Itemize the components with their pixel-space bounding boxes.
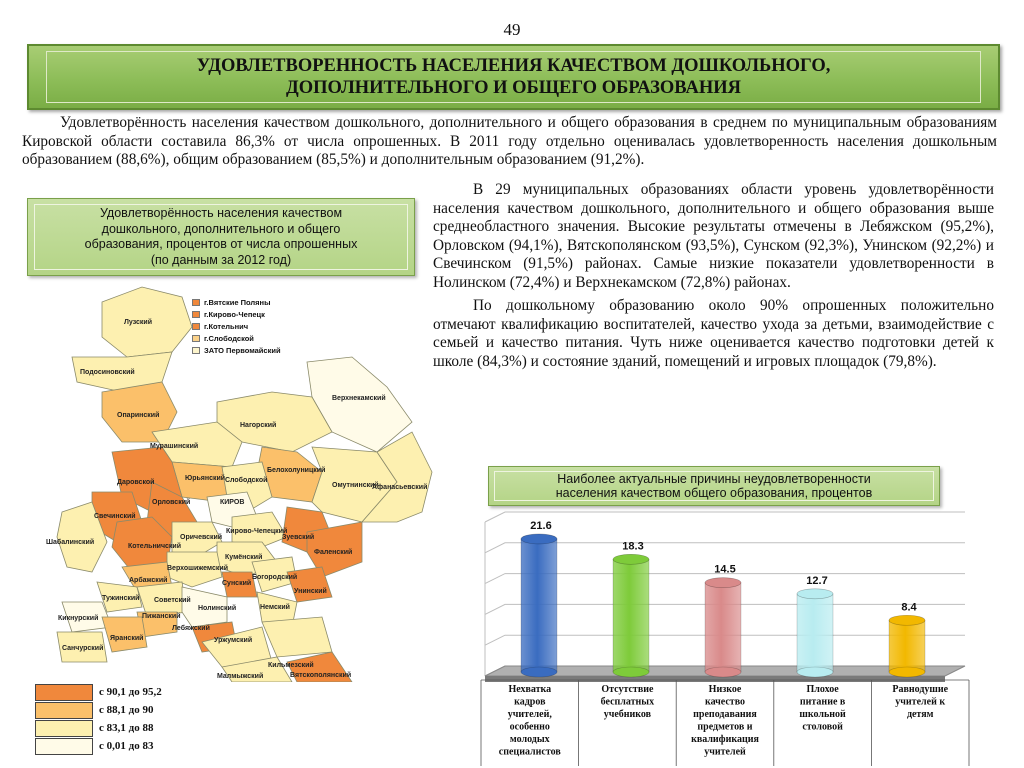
dissatisfaction-bar-chart	[465, 510, 990, 766]
chart-bar-top	[889, 615, 925, 625]
chart-value-label: 12.7	[806, 574, 828, 587]
map-label-yaransky: Яранский	[110, 635, 144, 642]
map-label-urzhumsky: Уржумский	[214, 637, 253, 644]
legend-swatch	[35, 702, 93, 719]
map-label-oparinsky: Опаринский	[117, 412, 160, 419]
chart-value-label: 14.5	[714, 563, 736, 576]
chart-bar-top	[797, 589, 833, 599]
map-label-pizhansky: Пижанский	[142, 613, 181, 620]
fill-legend-item	[35, 737, 175, 755]
chart-category-label-line: учителей	[704, 746, 746, 758]
map-label-tuzhinsky: Тужинский	[102, 595, 140, 602]
chart-category-label-line: учебников	[603, 709, 652, 720]
chart-bar-bottom	[613, 667, 649, 677]
map-label-kilmezsky: Кильмезский	[268, 662, 314, 669]
fill-legend-label: с 83,1 до 88	[99, 722, 154, 734]
map-label-arbazhsky: Арбажский	[129, 577, 168, 584]
map-label-kiknursky: Кикнурский	[58, 615, 99, 622]
chart-floor-front	[485, 676, 945, 682]
map-label-bogorodsky: Богородский	[252, 574, 298, 581]
page-number: 49	[503, 20, 521, 39]
chart-category-label-line: Отсутствие	[601, 684, 654, 695]
chart-category-label	[892, 684, 948, 720]
chart-bar-top	[521, 534, 557, 544]
map-label-orichevsky: Оричевский	[180, 534, 223, 541]
chart-category-label-line: школьной	[799, 709, 846, 720]
map-city-legend-item	[192, 308, 281, 320]
map-label-orlovsky: Орловский	[152, 499, 191, 506]
map-label-shabalinsky: Шабалинский	[46, 539, 95, 546]
chart-bar-bottom	[521, 667, 557, 677]
map-city-legend-label: г.Слободской	[204, 333, 254, 343]
map-label-verkhnekamsky: Верхнекамский	[332, 395, 386, 402]
chart-category-label-line: питание в	[799, 696, 846, 708]
chart-bar-group	[613, 540, 649, 677]
fill-legend	[35, 683, 175, 755]
map-city-legend-label: г.Вятские Поляны	[204, 297, 271, 307]
chart-caption-line-2: населения качеством общего образования, процентов	[555, 486, 873, 500]
map-label-lebyazhsky: Лебяжский	[172, 625, 210, 632]
legend-swatch	[192, 311, 200, 318]
chart-category-label-line: квалификация	[691, 734, 759, 745]
fill-legend-item	[35, 701, 175, 719]
map-city-legend-item	[192, 332, 281, 344]
chart-category-label-line: Нехватка	[508, 684, 552, 695]
map-label-verkhoshizhemsky: Верхошижемский	[167, 565, 229, 572]
map-caption-line-1: Удовлетворённость населения качеством	[99, 206, 343, 220]
map-label-podosinovsky: Подосиновский	[80, 369, 135, 376]
map-label-kirovo-chepetsky: Кирово-Чепецкий	[226, 528, 288, 535]
intro-paragraph: Удовлетворённость населения качеством дошкольного, дополнительного и общего образования в среднем по муниципальным образованиям Кировской области составила 86,3% от числа опрошенных. В 2011 году отдельно оценивалась удовлетворенность населения дошкольным образованием (88,6%), общим образованием (85,5%) и дополнительным образованием (91,2%).	[22, 114, 997, 168]
legend-swatch	[192, 347, 200, 354]
map-label-luzsky: Лузский	[124, 319, 153, 326]
map-label-belokholunitsky: Белохолуницкий	[267, 467, 326, 474]
fill-legend-label: с 88,1 до 90	[99, 704, 154, 716]
chart-bar-bottom	[797, 667, 833, 677]
map-city-legend-label: ЗАТО Первомайский	[204, 345, 281, 355]
fill-legend-label: с 90,1 до 95,2	[99, 686, 162, 698]
map-caption	[34, 204, 408, 270]
map-label-sovetsky: Советский	[154, 597, 191, 604]
map-caption-line-4: (по данным за 2012 год)	[150, 252, 292, 267]
map-label-sunsky: Сунский	[222, 580, 252, 587]
map-city-legend-label: г.Котельнич	[204, 321, 249, 331]
map-region-verkhnekamsky	[307, 357, 412, 452]
chart-bar	[521, 539, 557, 672]
chart-category-label	[499, 684, 562, 758]
map-label-yuryansky: Юрьянский	[185, 475, 226, 482]
map-label-malmyzhsky: Малмыжский	[217, 673, 264, 680]
map-label-kotelnichsky: Котельничский	[128, 543, 182, 550]
map-label-falensky: Фаленский	[314, 549, 353, 556]
map-label-nagorsky: Нагорский	[240, 422, 277, 429]
map-label-vyatskopolyansky: Вятскополянский	[290, 672, 352, 679]
chart-category-label-line: столовой	[802, 721, 843, 733]
map-label-afanasyevsky: Афанасьевский	[372, 484, 428, 491]
map-city-legend-item	[192, 320, 281, 332]
legend-swatch	[192, 335, 200, 342]
legend-swatch	[35, 720, 93, 737]
chart-bar-group	[889, 601, 925, 677]
chart-category-label	[799, 684, 846, 733]
chart-category-label-line: качество	[704, 696, 746, 708]
title-line-2: ДОПОЛНИТЕЛЬНОГО И ОБЩЕГО ОБРАЗОВАНИЯ	[285, 78, 741, 98]
chart-bar-group	[521, 520, 557, 677]
map-label-sanchursky: Санчурский	[62, 645, 104, 652]
right-paragraph-1: В 29 муниципальных образованиях области уровень удовлетворённости населения качеством дошкольного, дополнительного и общего образования выше среднеобластного значения. Высокие результаты отмечены в Лебяжском (95,2%), Орловском (94,1%), Вятскополянском (93,5%), Сунском (92,3%), Унинском (92,2%) и Свечинском (91,5%) районах. Самые низкие показатели удовлетворенности в Нолинском (72,4%) и Верхнекамском (72,8%) районах.	[433, 181, 994, 291]
chart-category-label	[601, 684, 654, 720]
map-caption-line-3: образования, процентов от числа опрошенных	[84, 237, 358, 251]
right-text-block	[433, 181, 994, 376]
right-paragraph-2: По дошкольному образованию около 90% опрошенных положительно отмечают квалификацию воспитателей, качество ухода за детьми, взаимодействие с семьей и качество питания. Чуть ниже оценивается качество подготовки детей к школе (84,3%) и состояние зданий, помещений и игровых площадок (79,8%).	[433, 297, 994, 370]
map-label-uninsky: Унинский	[294, 588, 327, 595]
chart-bar	[705, 583, 741, 672]
chart-bar-group	[797, 575, 833, 677]
chart-category-label-line: учителей,	[507, 709, 552, 720]
chart-category-label	[691, 684, 759, 758]
map-label-murashinsky: Мурашинский	[150, 443, 199, 450]
chart-caption-box	[488, 466, 940, 506]
chart-category-label-line: Плохое	[806, 684, 839, 695]
map-label-kirov: КИРОВ	[220, 499, 245, 506]
fill-legend-item	[35, 683, 175, 701]
chart-category-label-line: бесплатных	[600, 696, 655, 708]
map-city-legend-item	[192, 296, 281, 308]
chart-category-label-line: специалистов	[498, 746, 561, 758]
chart-category-label-line: детям	[906, 709, 934, 720]
title-line-1: УДОВЛЕТВОРЕННОСТЬ НАСЕЛЕНИЯ КАЧЕСТВОМ ДОШКОЛЬНОГО,	[196, 56, 831, 76]
fill-legend-label: с 0,01 до 83	[99, 740, 154, 752]
chart-bar-group	[705, 564, 741, 677]
map-caption-box	[27, 198, 415, 276]
chart-category-label-line: особенно	[509, 721, 550, 733]
map-label-darovskoy: Даровской	[117, 479, 155, 486]
chart-category-label-line: учителей к	[895, 696, 946, 708]
map-city-legend-label: г.Кирово-Чепецк	[204, 309, 265, 319]
chart-bar	[797, 594, 833, 672]
map-city-legend-item	[192, 344, 281, 356]
chart-category-label-line: Равнодушие	[892, 684, 949, 695]
chart-caption-line-1: Наиболее актуальные причины неудовлетворенности	[557, 472, 871, 486]
legend-swatch	[192, 323, 200, 330]
legend-swatch	[35, 684, 93, 701]
chart-value-label: 21.6	[530, 519, 552, 532]
chart-value-label: 18.3	[622, 540, 644, 553]
chart-category-label-line: кадров	[514, 696, 546, 708]
map-region-kilmezsky	[262, 617, 332, 657]
map-label-zuevsky: Зуевский	[282, 534, 315, 541]
chart-bar	[889, 620, 925, 672]
map-label-svechinsky: Свечинский	[94, 513, 136, 520]
chart-category-label-line: предметов и	[697, 721, 753, 733]
chart-bar	[613, 559, 649, 672]
map-label-omutninsky: Омутнинский	[332, 482, 379, 489]
legend-swatch	[192, 299, 200, 306]
gridline	[485, 512, 965, 522]
chart-category-label-line: молодых	[509, 734, 550, 745]
page-title	[46, 51, 981, 103]
map-city-legend	[192, 296, 281, 356]
chart-category-label-line: Низкое	[708, 684, 742, 695]
chart-bar-bottom	[889, 667, 925, 677]
fill-legend-item	[35, 719, 175, 737]
chart-bar-top	[705, 578, 741, 588]
map-caption-line-2: дошкольного, дополнительного и общего	[101, 221, 341, 236]
legend-swatch	[35, 738, 93, 755]
chart-value-label: 8.4	[901, 601, 917, 614]
map-label-kumensky: Кумёнский	[225, 554, 263, 561]
map-label-nolinsky: Нолинский	[198, 605, 237, 612]
chart-caption	[494, 471, 934, 501]
chart-bar-bottom	[705, 667, 741, 677]
title-banner	[27, 44, 1000, 110]
chart-category-label-line: преподавания	[693, 709, 757, 720]
map-label-nemsky: Немский	[260, 604, 290, 611]
chart-bar-top	[613, 554, 649, 564]
map-label-slobodskoy: Слободской	[225, 477, 268, 484]
